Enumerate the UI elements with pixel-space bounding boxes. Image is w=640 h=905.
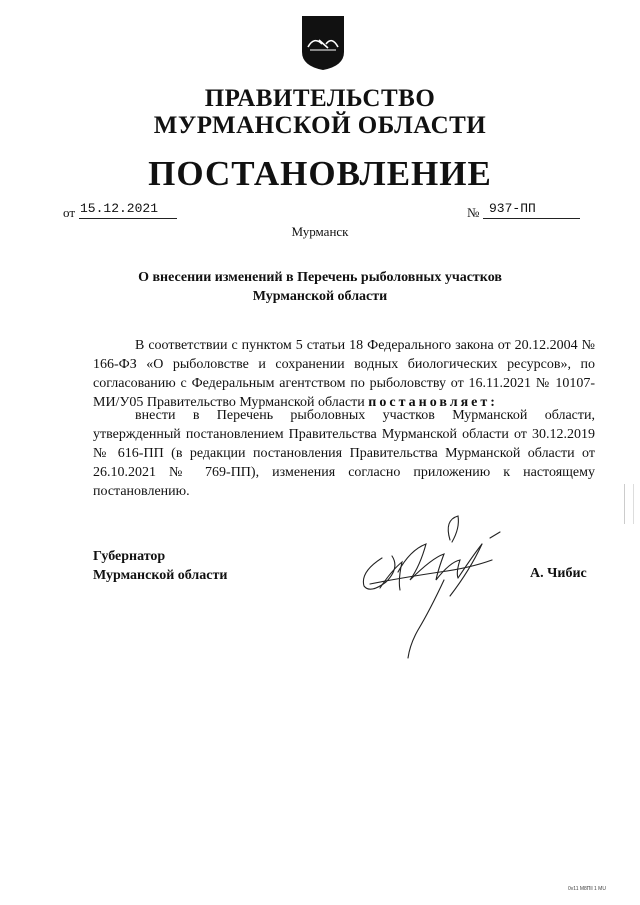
footer-code: 0v11 M8Пll 1 MU <box>568 886 606 892</box>
city-name: Мурманск <box>291 224 349 239</box>
date-prefix: от <box>63 205 76 220</box>
document-number: 937-ПП <box>489 201 536 216</box>
scan-margin-mark <box>624 484 634 524</box>
signatory-title-line1: Губернатор <box>93 549 166 564</box>
subject-line2: Мурманской области <box>252 289 388 304</box>
signatory-title-line2: Мурманской области <box>93 568 228 583</box>
murmansk-coat-of-arms-icon <box>300 14 346 72</box>
government-title-line1: ПРАВИТЕЛЬСТВО <box>204 85 436 112</box>
government-title-line2: МУРМАНСКОЙ ОБЛАСТИ <box>153 112 487 139</box>
signer-name: А. Чибис <box>530 566 587 581</box>
body-paragraph-1 <box>93 336 595 412</box>
signatory-title <box>93 547 227 585</box>
document-subject <box>120 268 520 306</box>
handwritten-signature <box>340 510 520 670</box>
date-field <box>79 201 177 219</box>
body-paragraph-2: внести в Перечень рыболовных участков Мурманской области, утвержденный постановлением Правительства Мурманской области от 30.12.2019 № 616-ПП (в редакции постановления Правительства Мурманской области от 26.10.2021 № 769-ПП), изменения согласно приложению к настоящему постановлению. <box>93 408 595 499</box>
document-date: 15.12.2021 <box>80 201 159 216</box>
subject-line1: О внесении изменений в Перечень рыболовных участков <box>138 270 502 285</box>
paragraph1-text: В соответствии с пунктом 5 статьи 18 Федерального закона от 20.12.2004 № 166-ФЗ «О рыболовстве и сохранении водных биологических ресурсов», по согласованию с Федеральным агентством по рыболовству от 16.11.2021 № 10107-МИ/У05 Правительство Мурманской области <box>93 338 595 410</box>
resolves-keyword: постановляет: <box>368 395 498 410</box>
document-type-heading: ПОСТАНОВЛЕНИЕ <box>148 154 492 193</box>
number-field <box>483 201 580 219</box>
number-prefix: № <box>467 205 480 220</box>
